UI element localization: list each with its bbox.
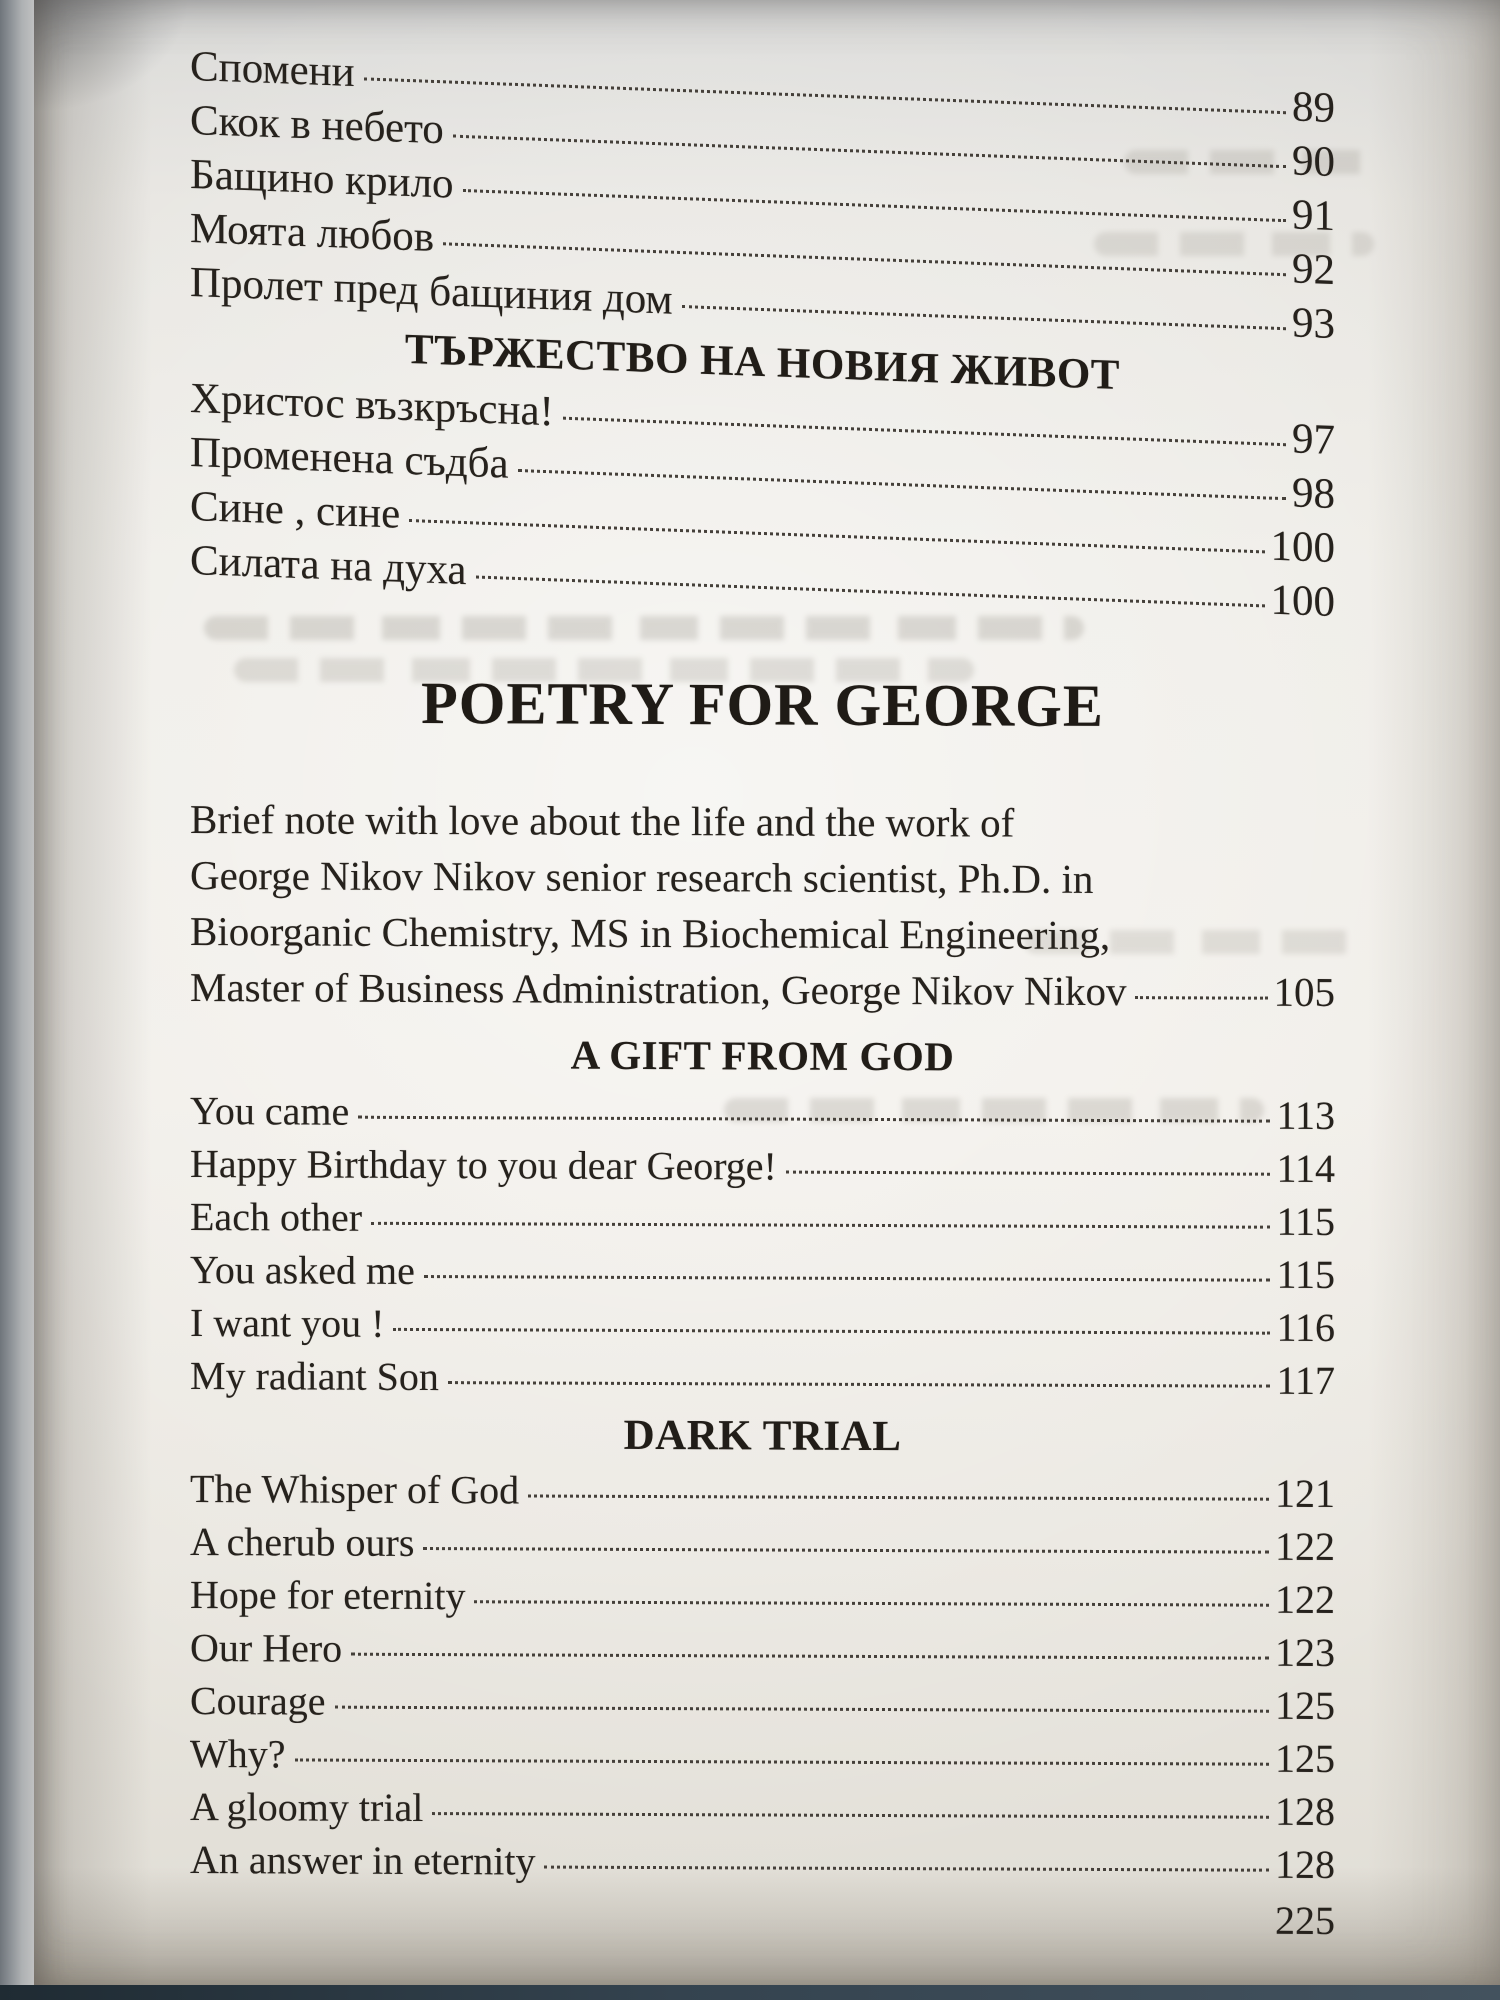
toc-entry (190, 1839, 1335, 1886)
toc-entry-page: 105 (1273, 968, 1335, 1015)
toc-entry-page: 115 (1276, 1251, 1335, 1297)
toc-entry-title: Променена съдба (190, 429, 509, 488)
toc-entry-title: The Whisper of God (190, 1466, 520, 1513)
toc-entry-page: 100 (1270, 576, 1335, 626)
dot-leader (528, 1494, 1269, 1500)
toc-entry-title: My radiant Son (190, 1353, 439, 1400)
book-page (34, 0, 1500, 1986)
toc-entry-title: I want you ! (190, 1300, 385, 1346)
section-heading-dark: DARK TRIAL (623, 1411, 902, 1461)
dot-leader (518, 469, 1286, 500)
toc-entry (190, 1090, 1335, 1137)
toc-entry-title: Спомени (190, 43, 355, 97)
english-toc-section (190, 671, 1335, 1944)
toc-entry (190, 959, 1335, 1020)
dot-leader (474, 1600, 1269, 1606)
toc-entry-page: 121 (1275, 1470, 1335, 1516)
toc-entry (190, 1355, 1335, 1402)
dot-leader (371, 1222, 1270, 1229)
dot-leader (476, 575, 1265, 607)
page-folio-number: 225 (1275, 1897, 1335, 1943)
dot-leader (544, 1866, 1269, 1872)
toc-entry (190, 1680, 1335, 1727)
toc-entry-page: 100 (1270, 522, 1335, 572)
toc-entry (190, 1302, 1335, 1349)
author-note (190, 791, 1335, 1020)
toc-entry-title: Happy Birthday to you dear George! (190, 1141, 777, 1189)
toc-entry-page: 98 (1292, 469, 1335, 518)
toc-entry (190, 1733, 1335, 1780)
toc-entry-title: You came (190, 1088, 350, 1134)
toc-entry-title: A gloomy trial (190, 1784, 424, 1831)
toc-entry-page: 116 (1276, 1304, 1335, 1350)
toc-entry-title: Our Hero (190, 1625, 343, 1671)
toc-entry (190, 1196, 1335, 1243)
toc-entry-title: An answer in eternity (190, 1837, 536, 1884)
toc-entry-title: Христос възкръсна! (190, 375, 554, 436)
toc-entry-title: Courage (190, 1678, 326, 1724)
dot-leader (1135, 996, 1267, 1000)
toc-entry-page: 123 (1275, 1629, 1335, 1675)
author-note-line: Bioorganic Chemistry, MS in Biochemical Engineering, (190, 908, 1111, 959)
toc-entry-title: Why? (190, 1731, 286, 1777)
toc-entry-page: 128 (1275, 1788, 1335, 1834)
toc-entry-title: Моята любов (190, 205, 435, 261)
dot-leader (448, 1381, 1271, 1388)
toc-entry-title: You asked me (190, 1247, 415, 1293)
toc-entry-page: 125 (1275, 1735, 1335, 1781)
toc-entry-title: Бащино крило (190, 151, 454, 208)
toc-entry (190, 1143, 1335, 1190)
toc-entry-page: 92 (1292, 245, 1335, 294)
bulgarian-toc-section (190, 44, 1335, 625)
toc-entry-page: 115 (1276, 1198, 1335, 1244)
desk-surface (0, 1985, 1500, 2000)
toc-entry-page: 91 (1292, 191, 1335, 240)
toc-entry-page: 125 (1275, 1682, 1335, 1728)
toc-entry (190, 1468, 1335, 1515)
toc-entry (190, 1521, 1335, 1568)
toc-entry (190, 1786, 1335, 1833)
toc-entry-page: 93 (1292, 299, 1335, 348)
toc-entry-page: 122 (1275, 1576, 1335, 1622)
toc-entry-page: 89 (1292, 83, 1335, 132)
dot-leader (463, 189, 1286, 222)
dot-leader (335, 1706, 1269, 1713)
toc-entry-page: 113 (1276, 1092, 1335, 1138)
table-of-contents (190, 43, 1335, 1943)
dot-leader (423, 1547, 1269, 1554)
section-heading-bulgarian: ТЪРЖЕСТВО НА НОВИЯ ЖИВОТ (405, 325, 1120, 400)
dot-leader (786, 1171, 1271, 1176)
toc-entry-page: 114 (1276, 1145, 1335, 1191)
toc-entry-title: Each other (190, 1194, 363, 1240)
dot-leader (424, 1275, 1271, 1282)
dot-leader (351, 1653, 1269, 1660)
toc-entry-title: Скок в небето (190, 97, 444, 154)
author-note-line: George Nikov Nikov senior research scientist, Ph.D. in (190, 852, 1094, 902)
page-title: POETRY FOR GEORGE (421, 670, 1104, 739)
toc-entry-title: Силата на духа (190, 537, 467, 595)
toc-entry-page: 97 (1292, 415, 1335, 464)
dot-leader (295, 1758, 1269, 1765)
dot-leader (453, 135, 1286, 169)
dot-leader (443, 242, 1286, 276)
toc-entry-title: Hope for eternity (190, 1572, 466, 1619)
toc-entry-page: 128 (1275, 1841, 1335, 1887)
dot-leader (393, 1328, 1270, 1335)
toc-entry-page: 122 (1275, 1523, 1335, 1569)
dot-leader (409, 519, 1264, 553)
toc-entry-page: 117 (1276, 1357, 1335, 1403)
toc-entry (190, 1249, 1335, 1296)
author-note-line: Brief note with love about the life and the work of (190, 796, 1015, 846)
dot-leader (358, 1116, 1270, 1123)
toc-entry (190, 1627, 1335, 1674)
dot-leader (432, 1812, 1269, 1819)
toc-entry-title: Пролет пред бащиния дом (190, 259, 673, 324)
dot-leader (682, 305, 1286, 330)
toc-entry (190, 1574, 1335, 1621)
dot-leader (563, 417, 1286, 447)
toc-entry-title: Сине , сине (190, 483, 401, 538)
toc-entry-title: A cherub ours (190, 1519, 415, 1565)
section-heading-gift: A GIFT FROM GOD (570, 1031, 955, 1080)
toc-entry-title: Master of Business Administration, George Nikov Nikov (190, 964, 1127, 1015)
toc-entry-page: 90 (1292, 137, 1335, 186)
